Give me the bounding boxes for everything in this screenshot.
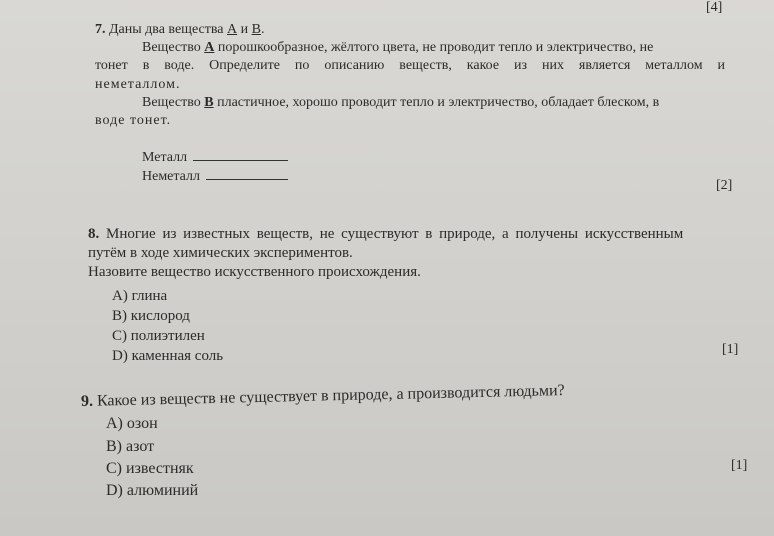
q7-nonmetal-row bbox=[142, 169, 288, 185]
q7-number: 7. bbox=[95, 22, 106, 37]
q9-marks: [1] bbox=[731, 458, 748, 473]
q8-line1: 8. Многие из известных веществ, не существуют в природе, а получены искусственным bbox=[88, 226, 684, 242]
q8-option-c[interactable]: C) полиэтилен bbox=[112, 328, 205, 344]
q9-question: 9. Какое из веществ не существует в природе, а производится людьми? bbox=[80, 382, 565, 410]
q8-line2: путём в ходе химических экспериментов. bbox=[88, 245, 353, 261]
q9-number: 9. bbox=[80, 392, 94, 410]
q7-title: 7. Даны два вещества А и В. bbox=[95, 22, 265, 37]
q7-metal-answer-field[interactable] bbox=[193, 159, 288, 161]
q7-a-line2: тонет в воде. Определите по описанию веществ, какое из них является металлом и bbox=[95, 58, 725, 73]
q7-metal-label: Металл bbox=[142, 150, 188, 165]
q9-option-a[interactable]: A) озон bbox=[106, 415, 158, 432]
q8-option-d[interactable]: D) каменная соль bbox=[112, 348, 224, 364]
q7-a-line3: неметаллом. bbox=[95, 77, 181, 92]
q7-marks: [2] bbox=[716, 178, 733, 193]
q8-marks: [1] bbox=[722, 342, 739, 357]
q7-nonmetal-answer-field[interactable] bbox=[206, 178, 288, 180]
top-marks: [4] bbox=[706, 0, 723, 15]
q8-option-a[interactable]: A) глина bbox=[112, 288, 168, 304]
q8-number: 8. bbox=[88, 226, 100, 242]
q8-prompt: Назовите вещество искусственного происхождения. bbox=[88, 264, 421, 280]
q9-option-d[interactable]: D) алюминий bbox=[106, 482, 199, 499]
q7-b-line1: Вещество В пластичное, хорошо проводит тепло и электричество, обладает блеском, в bbox=[142, 95, 660, 110]
q8-option-b[interactable]: B) кислород bbox=[112, 308, 190, 324]
q7-a-line1: Вещество А порошкообразное, жёлтого цвета, не проводит тепло и электричество, не bbox=[142, 40, 654, 55]
q9-option-b[interactable]: B) азот bbox=[106, 438, 155, 455]
q7-b-line2: воде тонет. bbox=[95, 113, 172, 128]
q7-substance-a: А bbox=[226, 22, 238, 37]
q7-nonmetal-label: Неметалл bbox=[142, 169, 200, 184]
q7-metal-row bbox=[142, 150, 288, 166]
q7-substance-b: В bbox=[251, 22, 261, 37]
q9-option-c[interactable]: C) известняк bbox=[106, 460, 194, 477]
